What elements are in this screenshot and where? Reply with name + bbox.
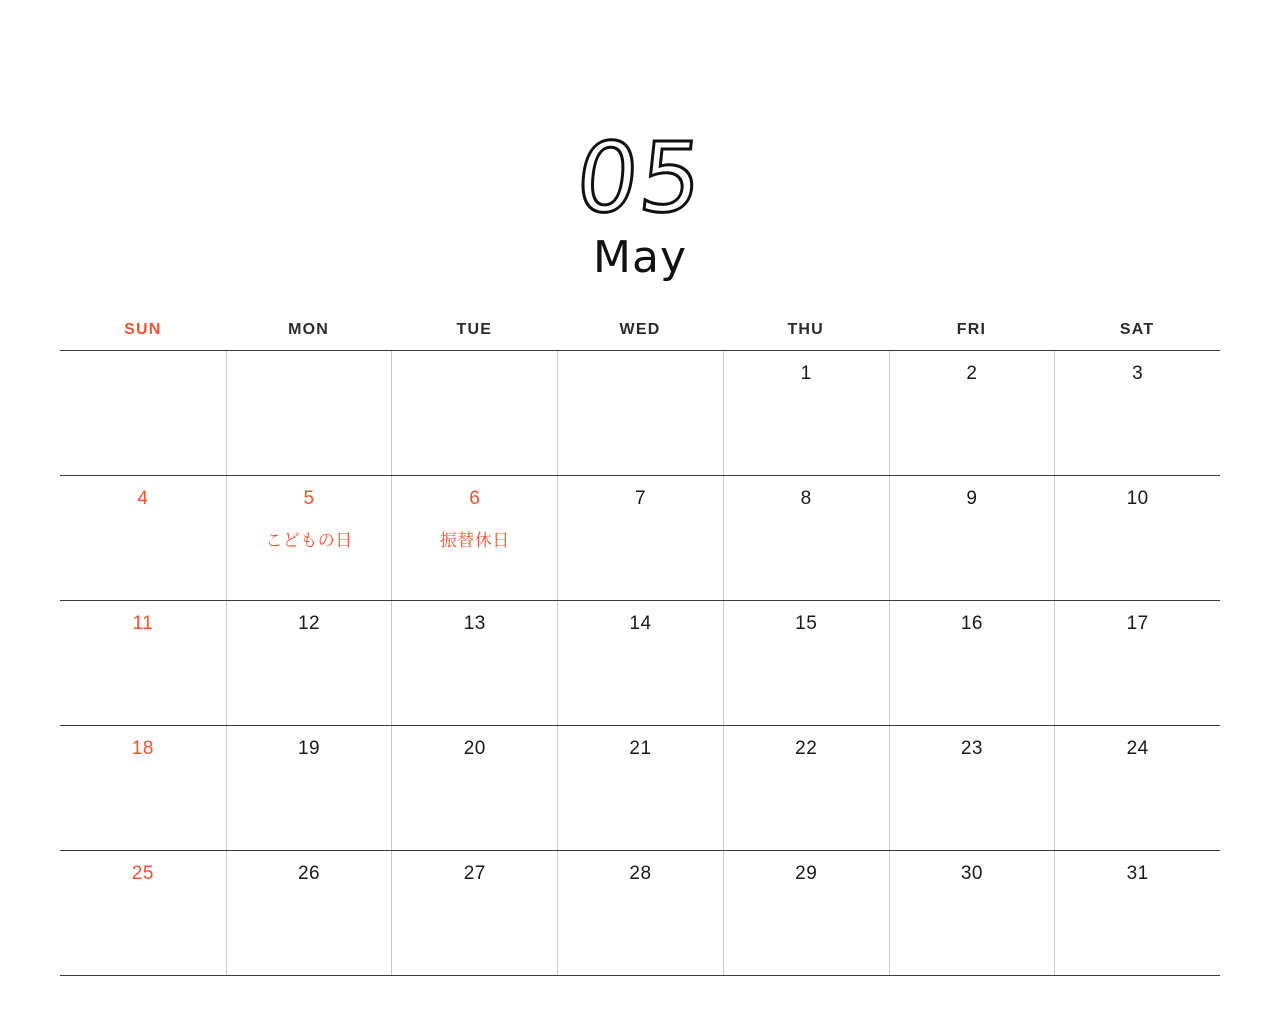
- day-number: 4: [137, 488, 149, 509]
- day-event: 振替休日: [439, 531, 510, 550]
- day-cell[interactable]: [226, 726, 392, 850]
- day-cell[interactable]: [557, 351, 723, 475]
- day-cell[interactable]: [60, 851, 226, 975]
- day-number: 17: [1126, 613, 1149, 634]
- month-number: 05: [571, 122, 709, 234]
- weekday-fri: FRI: [956, 321, 987, 338]
- day-cell[interactable]: [557, 851, 723, 975]
- weekday-thu: THU: [787, 321, 824, 338]
- day-cell[interactable]: [889, 476, 1055, 600]
- weeks-container: [60, 350, 1220, 976]
- week-row: [60, 726, 1220, 851]
- day-cell[interactable]: [889, 851, 1055, 975]
- day-number: 31: [1126, 863, 1149, 884]
- weekday-wed: WED: [619, 321, 661, 338]
- day-number: 7: [634, 488, 647, 509]
- day-number: 21: [629, 738, 652, 759]
- day-number: 5: [303, 488, 315, 509]
- weekday-tue: TUE: [456, 321, 493, 338]
- day-number: 2: [966, 363, 978, 384]
- day-number: 14: [629, 613, 652, 634]
- day-number: 6: [469, 488, 481, 509]
- day-number: 8: [800, 488, 812, 509]
- day-cell[interactable]: [1054, 851, 1220, 975]
- day-cell[interactable]: [391, 601, 557, 725]
- weekday-sun: SUN: [124, 321, 162, 338]
- day-cell[interactable]: [60, 726, 226, 850]
- weekday-header-row: [60, 310, 1220, 350]
- day-number: 26: [297, 863, 321, 884]
- day-number: 19: [297, 738, 321, 759]
- day-cell[interactable]: [723, 476, 889, 600]
- day-cell[interactable]: [723, 726, 889, 850]
- day-cell[interactable]: [391, 726, 557, 850]
- day-number: 15: [795, 613, 818, 634]
- day-cell[interactable]: [557, 476, 723, 600]
- day-cell[interactable]: [60, 476, 226, 600]
- day-number: 18: [131, 738, 154, 759]
- day-number: 10: [1126, 488, 1149, 509]
- day-number: 16: [960, 613, 983, 634]
- calendar-header: [0, 122, 1280, 283]
- day-number: 25: [131, 863, 154, 884]
- day-number: 12: [297, 613, 321, 634]
- day-number: 29: [795, 863, 818, 884]
- day-number: 13: [463, 613, 486, 634]
- day-number: 3: [1132, 363, 1144, 384]
- week-row: [60, 851, 1220, 976]
- day-cell[interactable]: [557, 601, 723, 725]
- day-number: 23: [960, 738, 983, 759]
- day-cell[interactable]: [391, 851, 557, 975]
- day-cell[interactable]: [1054, 726, 1220, 850]
- day-cell[interactable]: [391, 476, 557, 600]
- day-cell[interactable]: [723, 601, 889, 725]
- day-number: 22: [795, 738, 818, 759]
- day-cell[interactable]: [723, 351, 889, 475]
- day-number: 1: [800, 363, 812, 384]
- week-row: [60, 476, 1220, 601]
- day-cell[interactable]: [889, 601, 1055, 725]
- day-cell[interactable]: [226, 351, 392, 475]
- day-cell[interactable]: [889, 351, 1055, 475]
- day-number: 9: [966, 488, 978, 509]
- day-number: 20: [463, 738, 486, 759]
- day-cell[interactable]: [391, 351, 557, 475]
- calendar-grid: [60, 310, 1220, 976]
- weekday-mon: MON: [288, 321, 330, 338]
- day-cell[interactable]: [60, 601, 226, 725]
- day-cell[interactable]: [1054, 601, 1220, 725]
- day-cell[interactable]: [226, 476, 392, 600]
- day-number: 28: [629, 863, 652, 884]
- weekday-sat: SAT: [1119, 321, 1155, 338]
- day-cell[interactable]: [1054, 476, 1220, 600]
- week-row: [60, 351, 1220, 476]
- month-name: May: [593, 232, 687, 283]
- day-cell[interactable]: [557, 726, 723, 850]
- day-number: 30: [960, 863, 983, 884]
- day-cell[interactable]: [723, 851, 889, 975]
- day-cell[interactable]: [226, 851, 392, 975]
- day-event: こどもの日: [265, 531, 353, 550]
- day-cell[interactable]: [1054, 351, 1220, 475]
- day-number: 27: [463, 863, 486, 884]
- day-cell[interactable]: [60, 351, 226, 475]
- day-number: 11: [132, 613, 154, 634]
- day-cell[interactable]: [889, 726, 1055, 850]
- week-row: [60, 601, 1220, 726]
- day-cell[interactable]: [226, 601, 392, 725]
- day-number: 24: [1126, 738, 1149, 759]
